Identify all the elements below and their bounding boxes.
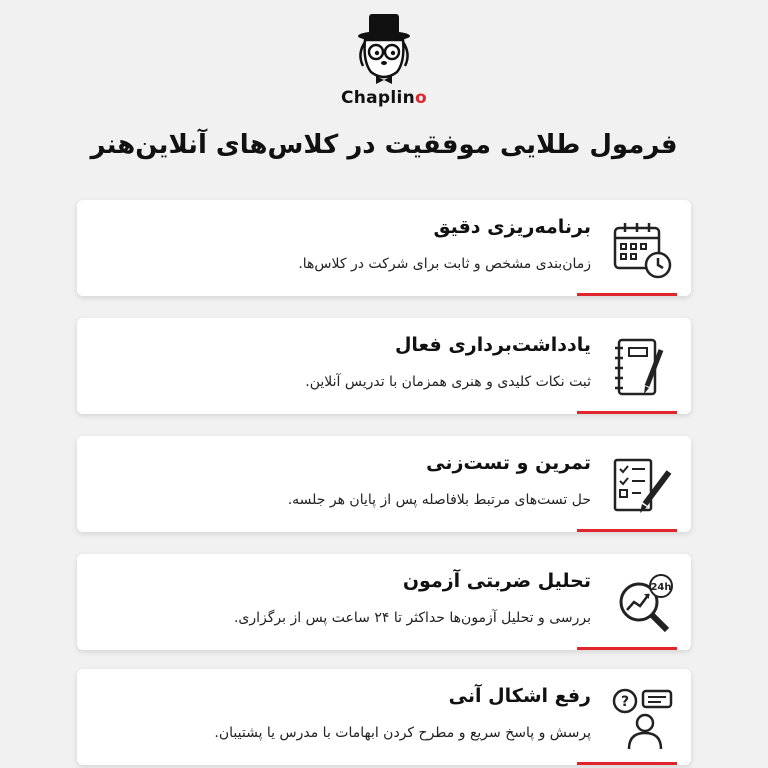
chaplin-mascot-icon xyxy=(349,10,419,88)
tip-card-qa xyxy=(77,669,691,765)
magnifier-chart-24h-icon xyxy=(611,572,675,636)
tip-title: یادداشت‌برداری فعال xyxy=(394,334,591,356)
page-title: فرمول طلایی موفقیت در کلاس‌های آنلاین‌هنر xyxy=(90,130,678,160)
accent-bar xyxy=(577,411,677,414)
tip-description: ثبت نکات کلیدی و هنری همزمان با تدریس آنلاین. xyxy=(305,374,591,390)
tip-description: زمان‌بندی مشخص و ثابت برای شرکت در کلاس‌ها. xyxy=(298,256,591,272)
tip-description: حل تست‌های مرتبط بلافاصله پس از پایان هر جلسه. xyxy=(287,492,591,508)
brand-name: Chaplino xyxy=(340,88,428,108)
notebook-pen-icon xyxy=(611,336,675,400)
accent-bar xyxy=(577,762,677,765)
svg-text:?: ? xyxy=(620,694,630,710)
tip-card-practice xyxy=(77,436,691,532)
tip-description: بررسی و تحلیل آزمون‌ها حداکثر تا ۲۴ ساعت پس از برگزاری. xyxy=(233,610,591,626)
accent-bar xyxy=(577,529,677,532)
svg-text:24h: 24h xyxy=(650,582,672,593)
tip-card-notetaking xyxy=(77,318,691,414)
calendar-clock-icon xyxy=(611,218,675,282)
checklist-pencil-icon xyxy=(611,454,675,518)
tip-title: تحلیل ضربتی آزمون xyxy=(402,570,591,592)
tip-card-planning xyxy=(77,200,691,296)
tip-title: تمرین و تست‌زنی xyxy=(426,452,591,474)
tip-description: پرسش و پاسخ سریع و مطرح کردن ابهامات با مدرس یا پشتیبان. xyxy=(214,725,591,741)
tip-title: برنامه‌ریزی دقیق xyxy=(433,216,591,238)
tip-title: رفع اشکال آنی xyxy=(448,685,591,707)
accent-bar xyxy=(577,647,677,650)
brand-logo xyxy=(334,10,434,110)
tip-card-analysis xyxy=(77,554,691,650)
accent-bar xyxy=(577,293,677,296)
question-chat-person-icon xyxy=(611,687,675,751)
